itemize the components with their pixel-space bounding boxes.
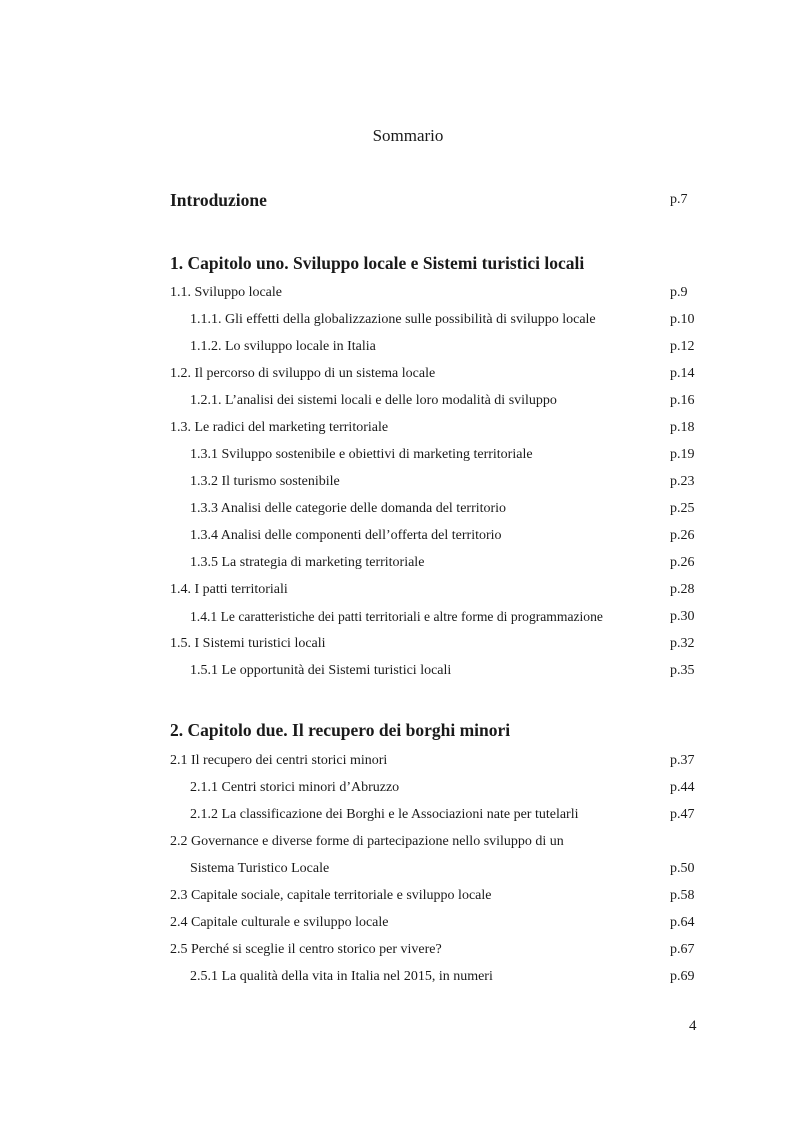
- toc-entry: [0, 778, 794, 798]
- toc-entry-title: 1.4. I patti territoriali: [170, 582, 288, 597]
- toc-entry-title: 1.2.1. L’analisi dei sistemi locali e delle loro modalità di sviluppo: [190, 393, 557, 408]
- toc-entry-page: p.18: [670, 420, 695, 435]
- toc-chapter-1-title: 1. Capitolo uno. Sviluppo locale e Sistemi turistici locali: [170, 253, 585, 273]
- toc-entry: [0, 580, 794, 600]
- toc-entry-page: p.23: [670, 474, 695, 489]
- toc-entry-title: 1.2. Il percorso di sviluppo di un sistema locale: [170, 366, 436, 381]
- toc-entry-page: p.14: [670, 366, 695, 381]
- toc-entry-page: p.9: [670, 285, 688, 300]
- toc-entry-page: p.67: [670, 942, 695, 957]
- toc-entry-title: 1.3.3 Analisi delle categorie delle domanda del territorio: [190, 501, 507, 516]
- toc-entry: [0, 310, 794, 330]
- toc-entry-title: Sistema Turistico Locale: [190, 861, 330, 876]
- toc-entry-title: 1.3.4 Analisi delle componenti dell’offerta del territorio: [190, 528, 502, 543]
- toc-entry-title: 2.4 Capitale culturale e sviluppo locale: [170, 915, 389, 930]
- toc-entry: [0, 391, 794, 411]
- toc-entry-title: 1.3.2 Il turismo sostenibile: [190, 474, 340, 489]
- toc-entry-page: p.12: [670, 339, 695, 354]
- toc-entry-page: p.37: [670, 753, 695, 768]
- toc-entry-title: 2.5 Perché si sceglie il centro storico per vivere?: [170, 942, 442, 957]
- toc-chapter-2: [0, 718, 794, 742]
- toc-entry-page: p.69: [670, 969, 695, 984]
- toc-entry: [0, 553, 794, 573]
- toc-intro: [0, 188, 794, 212]
- toc-entry-page: p.35: [670, 663, 695, 678]
- toc-entry-title: 1.5.1 Le opportunità dei Sistemi turistici locali: [190, 663, 452, 678]
- toc-entry-title: 2.5.1 La qualità della vita in Italia nel 2015, in numeri: [190, 969, 493, 984]
- toc-entry: [0, 832, 794, 852]
- toc-entry-title: 1.3. Le radici del marketing territoriale: [170, 420, 389, 435]
- toc-entry-title: 2.1.1 Centri storici minori d’Abruzzo: [190, 780, 400, 795]
- toc-entry: [0, 886, 794, 906]
- toc-entry: [0, 472, 794, 492]
- toc-entry: [0, 940, 794, 960]
- toc-intro-title: Introduzione: [170, 190, 267, 210]
- toc-entry: [0, 751, 794, 771]
- toc-entry-page: p.58: [670, 888, 695, 903]
- toc-entry: [0, 859, 794, 879]
- toc-entry: [0, 526, 794, 546]
- toc-entry-page: p.25: [670, 501, 695, 516]
- toc-entry: [0, 967, 794, 987]
- toc-entry: [0, 499, 794, 519]
- toc-entry-title: 1.4.1 Le caratteristiche dei patti territoriali e altre forme di programmazione: [190, 609, 603, 624]
- toc-entry-page: p.28: [670, 582, 695, 597]
- toc-entry-page: p.32: [670, 636, 695, 651]
- toc-entry: [0, 661, 794, 681]
- toc-entry-title: 1.1.2. Lo sviluppo locale in Italia: [190, 339, 376, 354]
- toc-entry-page: p.19: [670, 447, 695, 462]
- page-title: Sommario: [372, 126, 444, 145]
- toc-entry-title: 2.1 Il recupero dei centri storici minori: [170, 753, 388, 768]
- toc-intro-page: p.7: [670, 192, 688, 207]
- toc-entry: [0, 364, 794, 384]
- toc-entry-title: 1.3.1 Sviluppo sostenibile e obiettivi di marketing territoriale: [190, 447, 533, 462]
- toc-entry-page: p.26: [670, 555, 695, 570]
- toc-entry: [0, 913, 794, 933]
- page-number: 4: [689, 1018, 697, 1034]
- toc-entry-page: p.50: [670, 861, 695, 876]
- toc-entry-page: p.30: [670, 609, 695, 624]
- toc-entry: [0, 445, 794, 465]
- toc-entry: [0, 283, 794, 303]
- toc-entry: [0, 607, 794, 627]
- toc-entry: [0, 805, 794, 825]
- toc-entry-page: p.10: [670, 312, 695, 327]
- toc-entry-title: 1.3.5 La strategia di marketing territoriale: [190, 555, 425, 570]
- toc-chapter-2-title: 2. Capitolo due. Il recupero dei borghi minori: [170, 720, 511, 740]
- toc-entry-title: 2.1.2 La classificazione dei Borghi e le Associazioni nate per tutelarli: [190, 807, 579, 822]
- toc-entry-title: 1.1.1. Gli effetti della globalizzazione sulle possibilità di sviluppo locale: [190, 312, 596, 327]
- toc-entry-title: 1.1. Sviluppo locale: [170, 285, 282, 300]
- toc-entry-title: 2.3 Capitale sociale, capitale territoriale e sviluppo locale: [170, 888, 492, 903]
- toc-entry-page: p.26: [670, 528, 695, 543]
- toc-entry-page: p.64: [670, 915, 695, 930]
- toc-chapter-1: [0, 251, 794, 275]
- toc-entry: [0, 418, 794, 438]
- toc-entry-page: p.16: [670, 393, 695, 408]
- toc-entry: [0, 337, 794, 357]
- toc-entry-title: 2.2 Governance e diverse forme di partecipazione nello sviluppo di un: [170, 834, 564, 849]
- toc-entry-title: 1.5. I Sistemi turistici locali: [170, 636, 326, 651]
- toc-entry: [0, 634, 794, 654]
- toc-entry-page: p.44: [670, 780, 695, 795]
- toc-entry-page: p.47: [670, 807, 695, 822]
